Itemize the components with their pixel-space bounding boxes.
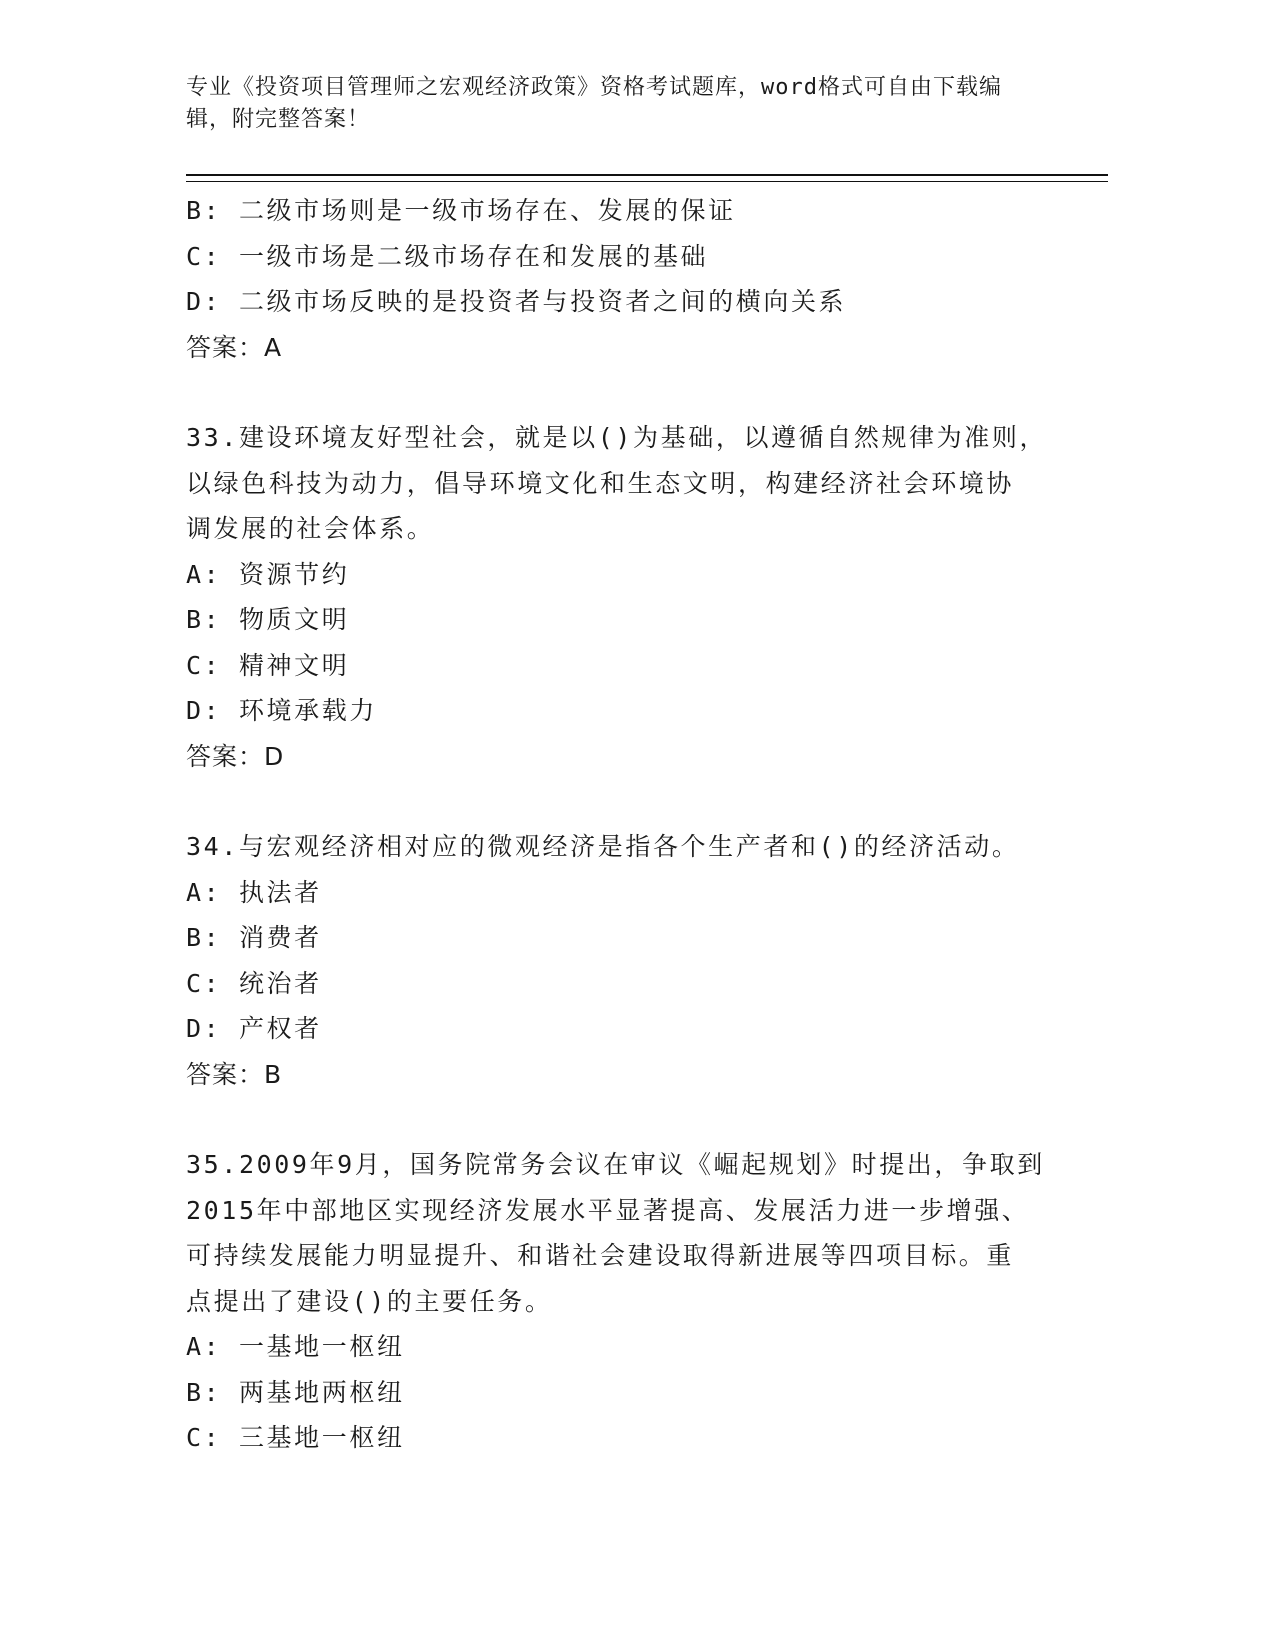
page-header (186, 72, 1086, 136)
question-text-line: 调发展的社会体系。 (186, 514, 435, 543)
question-gap (186, 370, 1086, 415)
question-text-line: 点提出了建设()的主要任务。 (186, 1286, 553, 1316)
option-d: D: 环境承载力 (186, 696, 377, 725)
question-text-line: 2015年中部地区实现经济发展水平显著提高、发展活力进一步增强、 (186, 1195, 1030, 1225)
option-b: B: 消费者 (186, 923, 322, 952)
header-rule-thin (186, 181, 1108, 182)
document-body (186, 188, 1086, 1461)
option-d: D: 产权者 (186, 1014, 322, 1043)
question-gap (186, 1097, 1086, 1142)
option-b: B: 二级市场则是一级市场存在、发展的保证 (186, 196, 736, 225)
answer-label: 答案：B (186, 1059, 283, 1089)
question-35 (186, 1142, 1086, 1461)
question-text-line: 可持续发展能力明显提升、和谐社会建设取得新进展等四项目标。重 (186, 1241, 1015, 1270)
question-gap (186, 779, 1086, 824)
option-b: B: 两基地两枢纽 (186, 1377, 405, 1407)
option-d: D: 二级市场反映的是投资者与投资者之间的横向关系 (186, 287, 847, 316)
option-c: C: 精神文明 (186, 650, 350, 680)
option-c: C: 统治者 (186, 968, 322, 998)
question-text-line: 以绿色科技为动力，倡导环境文化和生态文明，构建经济社会环境协 (186, 468, 1015, 498)
option-c: C: 三基地一枢纽 (186, 1423, 405, 1452)
question-33 (186, 415, 1086, 779)
question-text-line: 35.2009年9月，国务院常务会议在审议《崛起规划》时提出，争取到 (186, 1150, 1045, 1179)
answer-label: 答案：D (186, 741, 285, 771)
question-text-line: 34.与宏观经济相对应的微观经济是指各个生产者和()的经济活动。 (186, 832, 1020, 861)
question-text-line: 33.建设环境友好型社会，就是以()为基础，以遵循自然规律为准则， (186, 423, 1048, 452)
header-line-1: 专业《投资项目管理师之宏观经济政策》资格考试题库，word格式可自由下载编 (186, 75, 1002, 100)
question-32-continued (186, 188, 1086, 370)
option-b: B: 物质文明 (186, 605, 350, 634)
option-c: C: 一级市场是二级市场存在和发展的基础 (186, 241, 709, 271)
question-34 (186, 824, 1086, 1097)
option-a: A: 资源节约 (186, 559, 350, 589)
option-a: A: 执法者 (186, 877, 322, 907)
option-a: A: 一基地一枢纽 (186, 1332, 405, 1361)
header-rule-thick (186, 174, 1108, 176)
answer-label: 答案：A (186, 332, 283, 362)
header-line-2: 辑，附完整答案！ (186, 107, 371, 132)
